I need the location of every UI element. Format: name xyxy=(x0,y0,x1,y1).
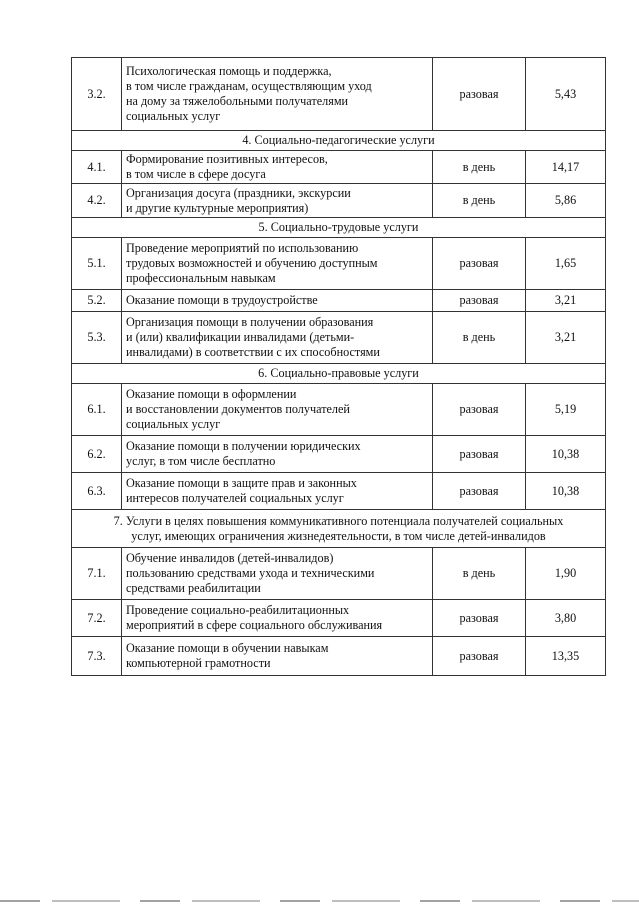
service-periodicity: разовая xyxy=(433,238,526,290)
service-periodicity: разовая xyxy=(433,473,526,510)
table-row xyxy=(72,384,606,436)
service-number: 3.2. xyxy=(72,58,122,131)
service-name xyxy=(122,637,433,676)
service-name-line: социальных услуг xyxy=(126,417,221,431)
service-name-line: в том числе в сфере досуга xyxy=(126,167,266,181)
service-name-line: трудовых возможностей и обучению доступным xyxy=(126,256,378,270)
service-name-line: в том числе гражданам, осуществляющим уход xyxy=(126,79,372,93)
service-price: 5,43 xyxy=(526,58,606,131)
service-name-line: мероприятий в сфере социального обслуживания xyxy=(126,618,383,632)
service-name xyxy=(122,384,433,436)
service-name xyxy=(122,290,433,312)
service-periodicity: разовая xyxy=(433,436,526,473)
service-name xyxy=(122,312,433,364)
section-title-line: 6. Социально-правовые услуги xyxy=(258,366,419,380)
service-name-line: и (или) квалификации инвалидами (детьми- xyxy=(126,330,355,344)
service-price: 3,21 xyxy=(526,312,606,364)
table-row xyxy=(72,473,606,510)
service-number: 7.2. xyxy=(72,600,122,637)
section-title xyxy=(72,218,606,238)
service-name-line: Формирование позитивных интересов, xyxy=(126,152,328,166)
service-name-line: средствами реабилитации xyxy=(126,581,261,595)
service-periodicity: в день xyxy=(433,312,526,364)
service-periodicity: разовая xyxy=(433,384,526,436)
service-price: 3,80 xyxy=(526,600,606,637)
service-price: 1,90 xyxy=(526,548,606,600)
service-number: 4.1. xyxy=(72,151,122,184)
service-periodicity: в день xyxy=(433,184,526,218)
section-header-row xyxy=(72,218,606,238)
service-number: 6.2. xyxy=(72,436,122,473)
scan-bottom-edge xyxy=(0,900,639,902)
table-row xyxy=(72,312,606,364)
service-name-line: социальных услуг xyxy=(126,109,221,123)
service-periodicity: разовая xyxy=(433,637,526,676)
service-periodicity: в день xyxy=(433,151,526,184)
services-table-body xyxy=(72,58,606,676)
service-name-line: Проведение мероприятий по использованию xyxy=(126,241,359,255)
service-periodicity: в день xyxy=(433,548,526,600)
service-name xyxy=(122,548,433,600)
service-name-line: Организация помощи в получении образования xyxy=(126,315,374,329)
table-row xyxy=(72,548,606,600)
section-title-line: 4. Социально-педагогические услуги xyxy=(242,133,435,147)
section-header-row xyxy=(72,364,606,384)
section-title xyxy=(72,131,606,151)
service-name-line: Проведение социально-реабилитационных xyxy=(126,603,350,617)
service-periodicity: разовая xyxy=(433,600,526,637)
service-number: 5.3. xyxy=(72,312,122,364)
service-name-line: Оказание помощи в трудоустройстве xyxy=(126,293,318,307)
service-name-line: инвалидами) в соответствии с их способностями xyxy=(126,345,380,359)
table-row xyxy=(72,184,606,218)
section-title-line: 5. Социально-трудовые услуги xyxy=(258,220,419,234)
table-row xyxy=(72,238,606,290)
service-name-line: Оказание помощи в получении юридических xyxy=(126,439,361,453)
service-price: 1,65 xyxy=(526,238,606,290)
service-name-line: Оказание помощи в оформлении xyxy=(126,387,297,401)
service-name-line: Оказание помощи в защите прав и законных xyxy=(126,476,357,490)
service-price: 3,21 xyxy=(526,290,606,312)
service-price: 5,86 xyxy=(526,184,606,218)
service-price: 10,38 xyxy=(526,473,606,510)
service-periodicity: разовая xyxy=(433,290,526,312)
service-name-line: услуг, в том числе бесплатно xyxy=(126,454,276,468)
service-number: 6.1. xyxy=(72,384,122,436)
service-number: 6.3. xyxy=(72,473,122,510)
service-name-line: компьютерной грамотности xyxy=(126,656,271,670)
section-title-line: 7. Услуги в целях повышения коммуникативного потенциала получателей социальных xyxy=(113,513,564,528)
section-title-line: услуг, имеющих ограничения жизнедеятельности, в том числе детей-инвалидов xyxy=(131,528,546,543)
table-row xyxy=(72,290,606,312)
service-price: 5,19 xyxy=(526,384,606,436)
service-name-line: профессиональным навыкам xyxy=(126,271,276,285)
service-name xyxy=(122,600,433,637)
section-header-row xyxy=(72,510,606,548)
service-name xyxy=(122,238,433,290)
section-header-row xyxy=(72,131,606,151)
service-price: 13,35 xyxy=(526,637,606,676)
service-name xyxy=(122,184,433,218)
table-row xyxy=(72,436,606,473)
service-name xyxy=(122,473,433,510)
service-price: 10,38 xyxy=(526,436,606,473)
service-price: 14,17 xyxy=(526,151,606,184)
service-name-line: Организация досуга (праздники, экскурсии xyxy=(126,185,351,200)
table-row xyxy=(72,637,606,676)
section-title xyxy=(72,364,606,384)
table-row xyxy=(72,58,606,131)
service-periodicity: разовая xyxy=(433,58,526,131)
service-name-line: Психологическая помощь и поддержка, xyxy=(126,64,332,78)
section-title xyxy=(72,510,606,548)
service-name-line: интересов получателей социальных услуг xyxy=(126,491,344,505)
service-name xyxy=(122,58,433,131)
table-row xyxy=(72,151,606,184)
service-number: 5.1. xyxy=(72,238,122,290)
service-number: 7.3. xyxy=(72,637,122,676)
service-name-line: на дому за тяжелобольными получателями xyxy=(126,94,349,108)
services-table xyxy=(71,57,606,676)
service-name-line: Обучение инвалидов (детей-инвалидов) xyxy=(126,551,334,565)
service-name-line: и восстановлении документов получателей xyxy=(126,402,350,416)
service-number: 7.1. xyxy=(72,548,122,600)
service-name-line: пользованию средствами ухода и техническими xyxy=(126,566,375,580)
service-name xyxy=(122,436,433,473)
table-row xyxy=(72,600,606,637)
service-name xyxy=(122,151,433,184)
service-number: 4.2. xyxy=(72,184,122,218)
service-name-line: и другие культурные мероприятия) xyxy=(126,200,309,215)
service-name-line: Оказание помощи в обучении навыкам xyxy=(126,641,329,655)
service-number: 5.2. xyxy=(72,290,122,312)
